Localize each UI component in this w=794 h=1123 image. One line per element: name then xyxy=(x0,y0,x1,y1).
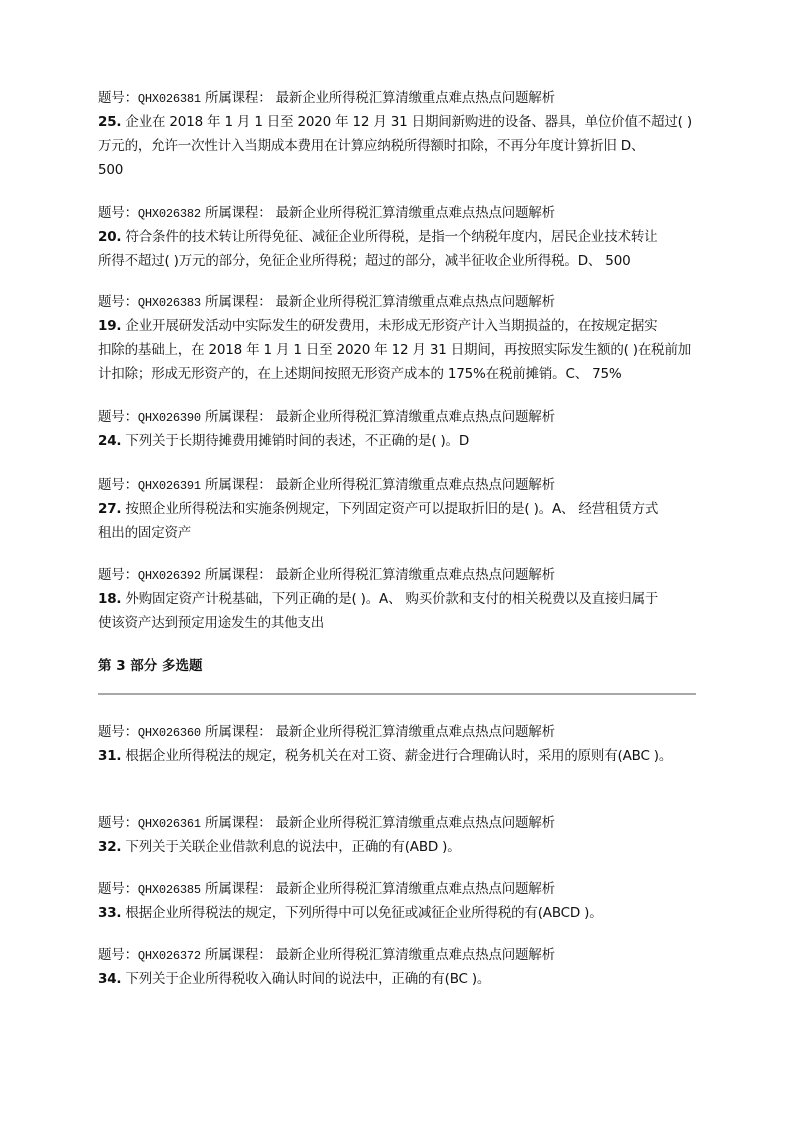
question-text-line xyxy=(98,110,708,134)
question-text-line xyxy=(98,429,708,453)
question-id: QHX026391 xyxy=(137,479,201,493)
question-text: 企业在 2018 年 1 月 1 日至 2020 年 12 月 31 日期间新购进的设备、器具，单位价值不超过( ) xyxy=(125,114,692,130)
question-meta xyxy=(98,86,708,110)
question-meta xyxy=(98,473,708,497)
question-text-line xyxy=(98,587,708,611)
question-block xyxy=(98,877,708,925)
question-id: QHX026360 xyxy=(137,726,201,740)
question-text: 下列关于长期待摊费用摊销时间的表述，不正确的是( )。D xyxy=(125,433,470,449)
id-label: 题号： xyxy=(98,881,138,897)
question-block xyxy=(98,943,708,991)
id-label: 题号： xyxy=(98,724,138,740)
question-text-line xyxy=(98,967,708,991)
question-id: QHX026390 xyxy=(137,411,201,425)
question-meta xyxy=(98,405,708,429)
course-label: 所属课程： xyxy=(205,205,272,221)
course-label: 所属课程： xyxy=(205,477,272,493)
question-text-line xyxy=(98,225,708,249)
question-number: 18. xyxy=(98,591,122,607)
section-title: 第 3 部分 多选题 xyxy=(98,658,203,674)
question-number: 34. xyxy=(98,971,122,987)
question-text: 租出的固定资产 xyxy=(98,525,192,541)
question-id: QHX026392 xyxy=(137,569,201,583)
question-id: QHX026372 xyxy=(137,949,201,963)
question-block xyxy=(98,86,708,182)
id-label: 题号： xyxy=(98,90,138,106)
question-text-line xyxy=(98,497,708,521)
question-block xyxy=(98,473,708,545)
id-label: 题号： xyxy=(98,947,138,963)
question-number: 24. xyxy=(98,433,122,449)
question-id: QHX026385 xyxy=(137,883,201,897)
question-block xyxy=(98,563,708,635)
question-id: QHX026361 xyxy=(137,817,201,831)
question-number: 31. xyxy=(98,748,122,764)
question-text-line xyxy=(98,158,708,182)
question-meta xyxy=(98,290,708,314)
question-text: 500 xyxy=(98,162,124,178)
question-text-line xyxy=(98,521,708,545)
id-label: 题号： xyxy=(98,294,138,310)
id-label: 题号： xyxy=(98,477,138,493)
question-text-line xyxy=(98,249,708,273)
section-divider xyxy=(98,693,696,695)
question-text-line xyxy=(98,134,708,158)
question-meta xyxy=(98,877,708,901)
question-number: 27. xyxy=(98,501,122,517)
question-block xyxy=(98,811,708,859)
question-block xyxy=(98,405,708,453)
question-number: 20. xyxy=(98,229,122,245)
question-text: 根据企业所得税法的规定，下列所得中可以免征或减征企业所得税的有(ABCD )。 xyxy=(125,905,603,921)
course-name: 最新企业所得税汇算清缴重点难点热点问题解析 xyxy=(275,409,555,425)
course-label: 所属课程： xyxy=(205,567,272,583)
question-block xyxy=(98,201,708,273)
question-block xyxy=(98,290,708,386)
question-text: 下列关于关联企业借款利息的说法中，正确的有(ABD )。 xyxy=(125,839,461,855)
id-label: 题号： xyxy=(98,205,138,221)
question-text: 企业开展研发活动中实际发生的研发费用，未形成无形资产计入当期损益的，在按规定据实 xyxy=(125,318,658,334)
question-text-line xyxy=(98,338,708,362)
question-text: 使该资产达到预定用途发生的其他支出 xyxy=(98,615,325,631)
question-text-line xyxy=(98,611,708,635)
id-label: 题号： xyxy=(98,567,138,583)
id-label: 题号： xyxy=(98,815,138,831)
question-text: 根据企业所得税法的规定，税务机关在对工资、薪金进行合理确认时，采用的原则有(ABC )。 xyxy=(125,748,673,764)
question-number: 25. xyxy=(98,114,122,130)
question-text-line xyxy=(98,835,708,859)
course-name: 最新企业所得税汇算清缴重点难点热点问题解析 xyxy=(275,724,555,740)
course-name: 最新企业所得税汇算清缴重点难点热点问题解析 xyxy=(275,477,555,493)
course-name: 最新企业所得税汇算清缴重点难点热点问题解析 xyxy=(275,881,555,897)
question-id: QHX026381 xyxy=(137,92,201,106)
course-label: 所属课程： xyxy=(205,881,272,897)
course-label: 所属课程： xyxy=(205,947,272,963)
course-name: 最新企业所得税汇算清缴重点难点热点问题解析 xyxy=(275,815,555,831)
question-number: 33. xyxy=(98,905,122,921)
question-block xyxy=(98,720,708,768)
question-text: 所得不超过( )万元的部分，免征企业所得税；超过的部分，减半征收企业所得税。D、 500 xyxy=(98,253,631,269)
question-text: 下列关于企业所得税收入确认时间的说法中，正确的有(BC )。 xyxy=(125,971,491,987)
course-label: 所属课程： xyxy=(205,409,272,425)
course-name: 最新企业所得税汇算清缴重点难点热点问题解析 xyxy=(275,567,555,583)
question-number: 19. xyxy=(98,318,122,334)
question-text: 计扣除；形成无形资产的，在上述期间按照无形资产成本的 175%在税前摊销。C、 75% xyxy=(98,366,622,382)
question-text: 外购固定资产计税基础，下列正确的是( )。A、 购买价款和支付的相关税费以及直接归属于 xyxy=(125,591,659,607)
question-text-line xyxy=(98,314,708,338)
question-meta xyxy=(98,811,708,835)
question-text: 符合条件的技术转让所得免征、减征企业所得税，是指一个纳税年度内，居民企业技术转让 xyxy=(125,229,658,245)
course-name: 最新企业所得税汇算清缴重点难点热点问题解析 xyxy=(275,947,555,963)
course-name: 最新企业所得税汇算清缴重点难点热点问题解析 xyxy=(275,205,555,221)
course-label: 所属课程： xyxy=(205,294,272,310)
question-meta xyxy=(98,201,708,225)
question-text-line xyxy=(98,362,708,386)
course-name: 最新企业所得税汇算清缴重点难点热点问题解析 xyxy=(275,294,555,310)
question-text: 万元的，允许一次性计入当期成本费用在计算应纳税所得额时扣除，不再分年度计算折旧 D、 xyxy=(98,138,645,154)
course-name: 最新企业所得税汇算清缴重点难点热点问题解析 xyxy=(275,90,555,106)
question-id: QHX026383 xyxy=(137,296,201,310)
id-label: 题号： xyxy=(98,409,138,425)
question-text: 按照企业所得税法和实施条例规定，下列固定资产可以提取折旧的是( )。A、 经营租赁方式 xyxy=(125,501,659,517)
course-label: 所属课程： xyxy=(205,724,272,740)
question-meta xyxy=(98,720,708,744)
question-text-line xyxy=(98,744,708,768)
question-meta xyxy=(98,943,708,967)
course-label: 所属课程： xyxy=(205,815,272,831)
course-label: 所属课程： xyxy=(205,90,272,106)
question-text: 扣除的基础上，在 2018 年 1 月 1 日至 2020 年 12 月 31 日期间，再按照实际发生额的( )在税前加 xyxy=(98,342,692,358)
question-text-line xyxy=(98,901,708,925)
question-number: 32. xyxy=(98,839,122,855)
question-meta xyxy=(98,563,708,587)
question-id: QHX026382 xyxy=(137,207,201,221)
